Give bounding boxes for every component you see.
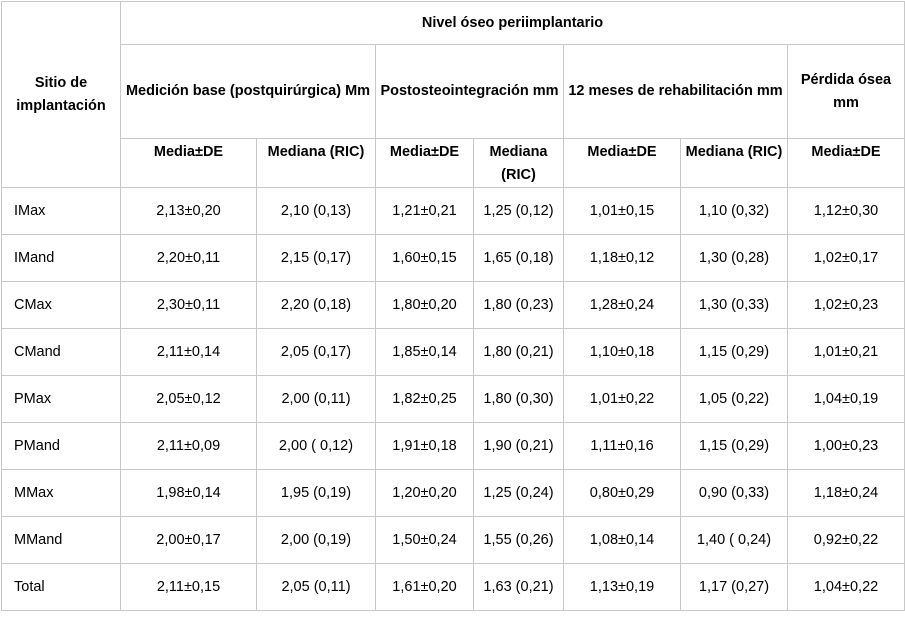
table-row: [2, 188, 905, 235]
bone-level-table: [1, 1, 905, 611]
twelve-months-group-header: 12 meses de rehabilitación mm: [564, 45, 788, 139]
twelve-months-median-cell: 1,40 ( 0,24): [681, 517, 788, 564]
baseline-median-cell: 2,15 (0,17): [257, 235, 376, 282]
site-column-header: Sitio de implantación: [2, 2, 121, 188]
osseo-mean-cell: 1,91±0,18: [376, 423, 474, 470]
baseline-median-cell: 2,00 (0,19): [257, 517, 376, 564]
osseo-mean-cell: 1,85±0,14: [376, 329, 474, 376]
table-body: [2, 188, 905, 611]
osseo-mean-cell: 1,82±0,25: [376, 376, 474, 423]
median-iqr-header: Mediana (RIC): [474, 139, 564, 188]
site-cell: PMax: [2, 376, 121, 423]
osseo-mean-cell: 1,50±0,24: [376, 517, 474, 564]
baseline-mean-cell: 2,30±0,11: [121, 282, 257, 329]
table-row: [2, 376, 905, 423]
bone-loss-group-header: Pérdida ósea mm: [788, 45, 905, 139]
baseline-median-cell: 2,10 (0,13): [257, 188, 376, 235]
table-row: [2, 235, 905, 282]
baseline-median-cell: 1,95 (0,19): [257, 470, 376, 517]
twelve-months-median-cell: 1,05 (0,22): [681, 376, 788, 423]
site-cell: IMand: [2, 235, 121, 282]
osseo-median-cell: 1,80 (0,23): [474, 282, 564, 329]
baseline-median-cell: 2,05 (0,11): [257, 564, 376, 611]
osseo-mean-cell: 1,20±0,20: [376, 470, 474, 517]
twelve-months-median-cell: 1,15 (0,29): [681, 423, 788, 470]
osseo-mean-cell: 1,61±0,20: [376, 564, 474, 611]
median-iqr-header: Mediana (RIC): [681, 139, 788, 188]
twelve-months-mean-cell: 1,10±0,18: [564, 329, 681, 376]
baseline-median-cell: 2,20 (0,18): [257, 282, 376, 329]
site-cell: MMand: [2, 517, 121, 564]
baseline-mean-cell: 2,11±0,14: [121, 329, 257, 376]
baseline-mean-cell: 2,00±0,17: [121, 517, 257, 564]
osseo-mean-cell: 1,60±0,15: [376, 235, 474, 282]
twelve-months-median-cell: 1,10 (0,32): [681, 188, 788, 235]
table-row: [2, 423, 905, 470]
bone-loss-mean-cell: 1,00±0,23: [788, 423, 905, 470]
bone-loss-mean-cell: 1,02±0,23: [788, 282, 905, 329]
baseline-mean-cell: 2,20±0,11: [121, 235, 257, 282]
twelve-months-mean-cell: 1,08±0,14: [564, 517, 681, 564]
baseline-mean-cell: 1,98±0,14: [121, 470, 257, 517]
osseo-median-cell: 1,80 (0,21): [474, 329, 564, 376]
site-cell: MMax: [2, 470, 121, 517]
twelve-months-median-cell: 1,15 (0,29): [681, 329, 788, 376]
osseo-median-cell: 1,25 (0,24): [474, 470, 564, 517]
osseo-median-cell: 1,65 (0,18): [474, 235, 564, 282]
osseo-mean-cell: 1,80±0,20: [376, 282, 474, 329]
bone-loss-mean-cell: 0,92±0,22: [788, 517, 905, 564]
twelve-months-median-cell: 1,30 (0,28): [681, 235, 788, 282]
site-cell: IMax: [2, 188, 121, 235]
bone-loss-mean-cell: 1,04±0,19: [788, 376, 905, 423]
table-row: [2, 470, 905, 517]
table-row: [2, 517, 905, 564]
median-iqr-header: Mediana (RIC): [257, 139, 376, 188]
bone-loss-mean-cell: 1,12±0,30: [788, 188, 905, 235]
twelve-months-median-cell: 1,30 (0,33): [681, 282, 788, 329]
bone-loss-mean-cell: 1,02±0,17: [788, 235, 905, 282]
site-cell: PMand: [2, 423, 121, 470]
baseline-mean-cell: 2,11±0,09: [121, 423, 257, 470]
twelve-months-mean-cell: 1,11±0,16: [564, 423, 681, 470]
twelve-months-median-cell: 0,90 (0,33): [681, 470, 788, 517]
mean-sd-header: Media±DE: [788, 139, 905, 188]
twelve-months-mean-cell: 1,01±0,22: [564, 376, 681, 423]
osseo-median-cell: 1,63 (0,21): [474, 564, 564, 611]
bone-loss-mean-cell: 1,04±0,22: [788, 564, 905, 611]
baseline-mean-cell: 2,05±0,12: [121, 376, 257, 423]
twelve-months-mean-cell: 1,13±0,19: [564, 564, 681, 611]
site-cell: CMax: [2, 282, 121, 329]
baseline-mean-cell: 2,11±0,15: [121, 564, 257, 611]
baseline-median-cell: 2,00 (0,11): [257, 376, 376, 423]
mean-sd-header: Media±DE: [376, 139, 474, 188]
twelve-months-mean-cell: 1,01±0,15: [564, 188, 681, 235]
osseo-median-cell: 1,90 (0,21): [474, 423, 564, 470]
bone-loss-mean-cell: 1,01±0,21: [788, 329, 905, 376]
twelve-months-mean-cell: 1,28±0,24: [564, 282, 681, 329]
twelve-months-median-cell: 1,17 (0,27): [681, 564, 788, 611]
osseointegration-group-header: Postosteointegración mm: [376, 45, 564, 139]
osseo-mean-cell: 1,21±0,21: [376, 188, 474, 235]
table-row: [2, 564, 905, 611]
baseline-group-header: Medición base (postquirúrgica) Mm: [121, 45, 376, 139]
osseo-median-cell: 1,80 (0,30): [474, 376, 564, 423]
mean-sd-header: Media±DE: [564, 139, 681, 188]
mean-sd-header: Media±DE: [121, 139, 257, 188]
baseline-mean-cell: 2,13±0,20: [121, 188, 257, 235]
table-row: [2, 329, 905, 376]
osseo-median-cell: 1,25 (0,12): [474, 188, 564, 235]
twelve-months-mean-cell: 0,80±0,29: [564, 470, 681, 517]
table-row: [2, 282, 905, 329]
twelve-months-mean-cell: 1,18±0,12: [564, 235, 681, 282]
baseline-median-cell: 2,00 ( 0,12): [257, 423, 376, 470]
group-title-header: Nivel óseo periimplantario: [121, 2, 905, 45]
osseo-median-cell: 1,55 (0,26): [474, 517, 564, 564]
site-cell: Total: [2, 564, 121, 611]
baseline-median-cell: 2,05 (0,17): [257, 329, 376, 376]
bone-loss-mean-cell: 1,18±0,24: [788, 470, 905, 517]
site-cell: CMand: [2, 329, 121, 376]
